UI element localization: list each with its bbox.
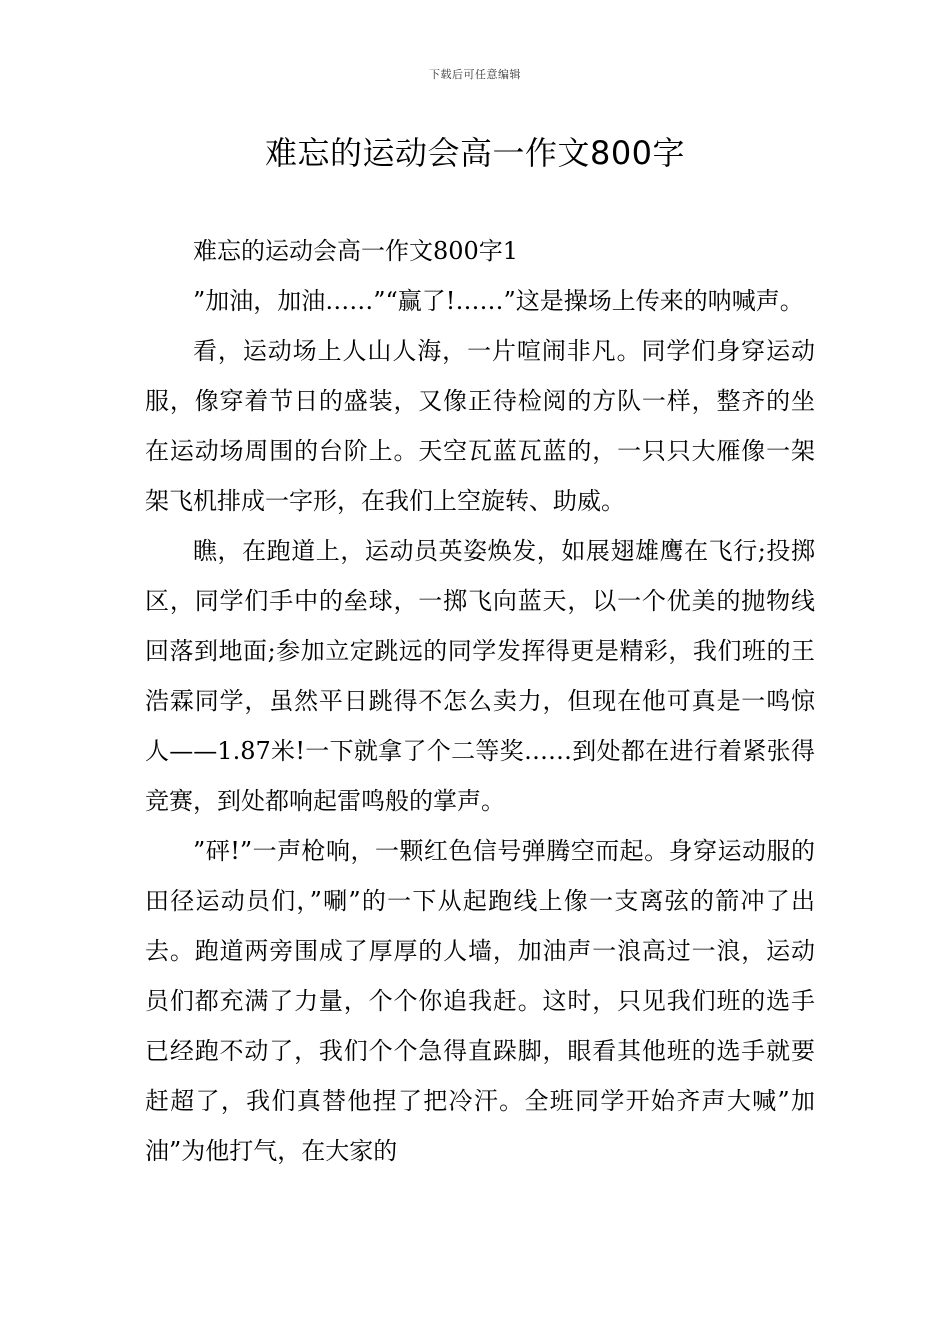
header-note: 下载后可任意编辑 (429, 68, 521, 81)
document-title: 难忘的运动会高一作文800字 (264, 134, 686, 172)
paragraph-subtitle: 难忘的运动会高一作文800字1 (193, 237, 519, 265)
paragraph: ”砰!”一声枪响，一颗红色信号弹腾空而起。身穿运动服的田径运动员们，”唰”的一下从起跑线上像一支离弦的箭冲了出去。跑道两旁围成了厚厚的人墙，加油声一浪高过一浪，运动员们都充满了力量，个个你追我赶。这时，只见我们班的选手已经跑不动了，我们个个急得直跺脚，眼看其他班的选手就要赶超了，我们真替他捏了把冷汗。全班同学开始齐声大喊”加油”为他打气，在大家的 (145, 837, 815, 1165)
paragraph: 看，运动场上人山人海，一片喧闹非凡。同学们身穿运动服，像穿着节日的盛装，又像正待检阅的方队一样，整齐的坐在运动场周围的台阶上。天空瓦蓝瓦蓝的，一只只大雁像一架架飞机排成一字形，在我们上空旋转、助威。 (145, 337, 815, 515)
paragraph: 瞧，在跑道上，运动员英姿焕发，如展翅雄鹰在飞行;投掷区，同学们手中的垒球，一掷飞向蓝天，以一个优美的抛物线回落到地面;参加立定跳远的同学发挥得更是精彩，我们班的王浩霖同学，虽然平日跳得不怎么卖力，但现在他可真是一鸣惊人——1.87米!一下就拿了个二等奖……到处都在进行着紧张得竞赛，到处都响起雷鸣般的掌声。 (145, 537, 815, 815)
document-body (145, 226, 815, 1176)
paragraph: ”加油，加油……”“赢了!……”这是操场上传来的呐喊声。 (193, 287, 804, 315)
